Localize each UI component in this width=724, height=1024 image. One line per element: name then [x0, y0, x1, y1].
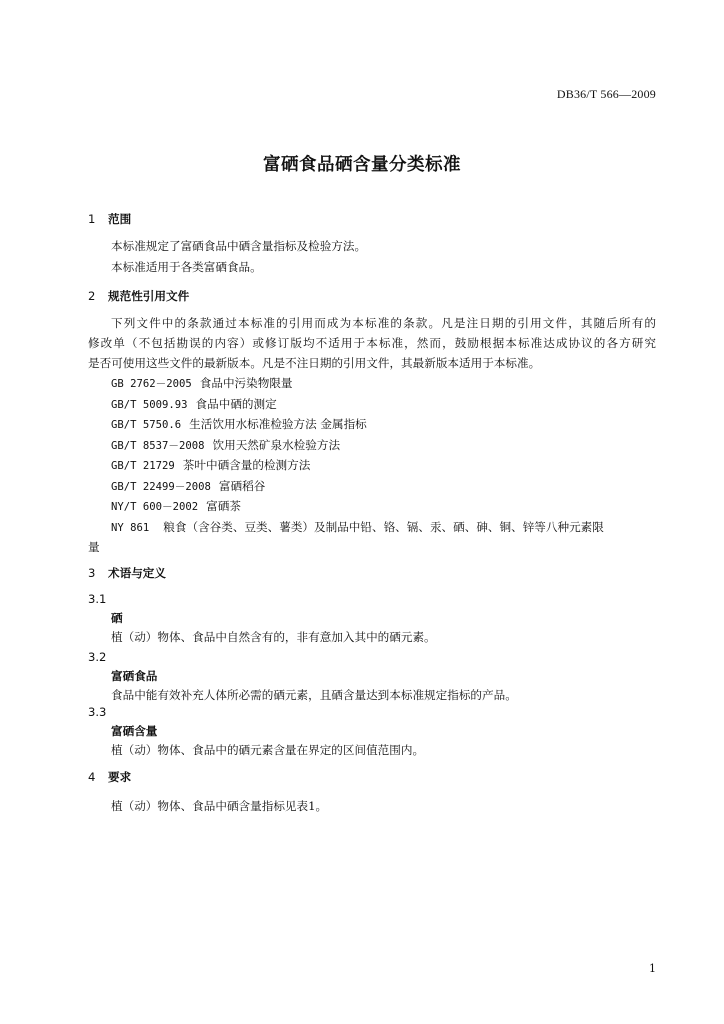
- section-2-intro-line-3: 是否可使用这些文件的最新版本。凡是不注日期的引用文件，其最新版本适用于本标准。: [88, 356, 541, 370]
- section-1-paragraph-2: 本标准适用于各类富硒食品。: [111, 260, 262, 274]
- reference-item: [111, 417, 367, 432]
- section-4-heading: [88, 770, 131, 784]
- subsection-number: 3.1: [88, 592, 107, 606]
- reference-name: 生活饮用水标准检验方法 金属指标: [189, 417, 367, 431]
- section-2-title: 规范性引用文件: [108, 289, 190, 303]
- document-title: 富硒食品硒含量分类标准: [263, 155, 461, 175]
- section-1-number: 1: [88, 212, 96, 226]
- reference-code: GB/T 21729: [111, 460, 175, 472]
- reference-name-continued: 量: [88, 540, 100, 554]
- term-title: 富硒食品: [111, 669, 158, 683]
- reference-item: [111, 458, 310, 473]
- term-title: 富硒含量: [111, 724, 158, 738]
- reference-code: GB/T 5009.93: [111, 399, 188, 411]
- reference-item-last: [111, 520, 604, 535]
- section-3-title: 术语与定义: [108, 566, 166, 580]
- section-1-title: 范围: [108, 212, 132, 226]
- reference-name: 茶叶中硒含量的检测方法: [182, 458, 311, 472]
- reference-code: GB/T 5750.6: [111, 419, 182, 431]
- section-2-intro-line-1: 下列文件中的条款通过本标准的引用而成为本标准的条款。凡是注日期的引用文件，其随后所有的: [111, 316, 656, 330]
- reference-code: GB 2762－2005: [111, 378, 192, 390]
- section-2-number: 2: [88, 289, 96, 303]
- reference-name: 饮用天然矿泉水检验方法: [212, 438, 341, 452]
- term-title: 硒: [111, 611, 123, 625]
- reference-code: GB/T 22499－2008: [111, 481, 211, 493]
- reference-name: 粮食（含谷类、豆类、薯类）及制品中铅、铬、镉、汞、硒、砷、铜、锌等八种元素限: [163, 520, 604, 534]
- reference-item: [111, 438, 340, 453]
- term-definition: 食品中能有效补充人体所必需的硒元素，且硒含量达到本标准规定指标的产品。: [111, 688, 517, 702]
- subsection-number: 3.3: [88, 705, 107, 719]
- section-4-paragraph: 植（动）物体、食品中硒含量指标见表1。: [111, 799, 328, 813]
- section-3-heading: [88, 566, 166, 580]
- reference-code: NY/T 600－2002: [111, 501, 199, 513]
- reference-item: [111, 397, 277, 412]
- reference-item: [111, 499, 241, 514]
- section-2-intro-line-2: 修改单（不包括勘误的内容）或修订版均不适用于本标准，然而，鼓励根据本标准达成协议的各方研究: [88, 336, 656, 350]
- section-1-heading: [88, 212, 131, 226]
- reference-code: GB/T 8537－2008: [111, 440, 205, 452]
- term-definition: 植（动）物体、食品中的硒元素含量在界定的区间值范围内。: [111, 743, 425, 757]
- reference-item: [111, 376, 293, 391]
- section-3-number: 3: [88, 566, 96, 580]
- reference-name: 食品中硒的测定: [195, 397, 277, 411]
- reference-name: 富硒稻谷: [218, 479, 266, 493]
- reference-code: NY 861: [111, 522, 150, 534]
- section-4-title: 要求: [108, 770, 132, 784]
- section-1-paragraph-1: 本标准规定了富硒食品中硒含量指标及检验方法。: [111, 239, 367, 253]
- page-number: 1: [649, 962, 656, 975]
- standard-code: DB36/T 566—2009: [556, 87, 656, 101]
- reference-name: 富硒茶: [206, 499, 241, 513]
- term-definition: 植（动）物体、食品中自然含有的，非有意加入其中的硒元素。: [111, 630, 436, 644]
- section-4-number: 4: [88, 770, 96, 784]
- subsection-number: 3.2: [88, 650, 107, 664]
- reference-item: [111, 479, 265, 494]
- reference-name: 食品中污染物限量: [199, 376, 293, 390]
- section-2-heading: [88, 289, 189, 303]
